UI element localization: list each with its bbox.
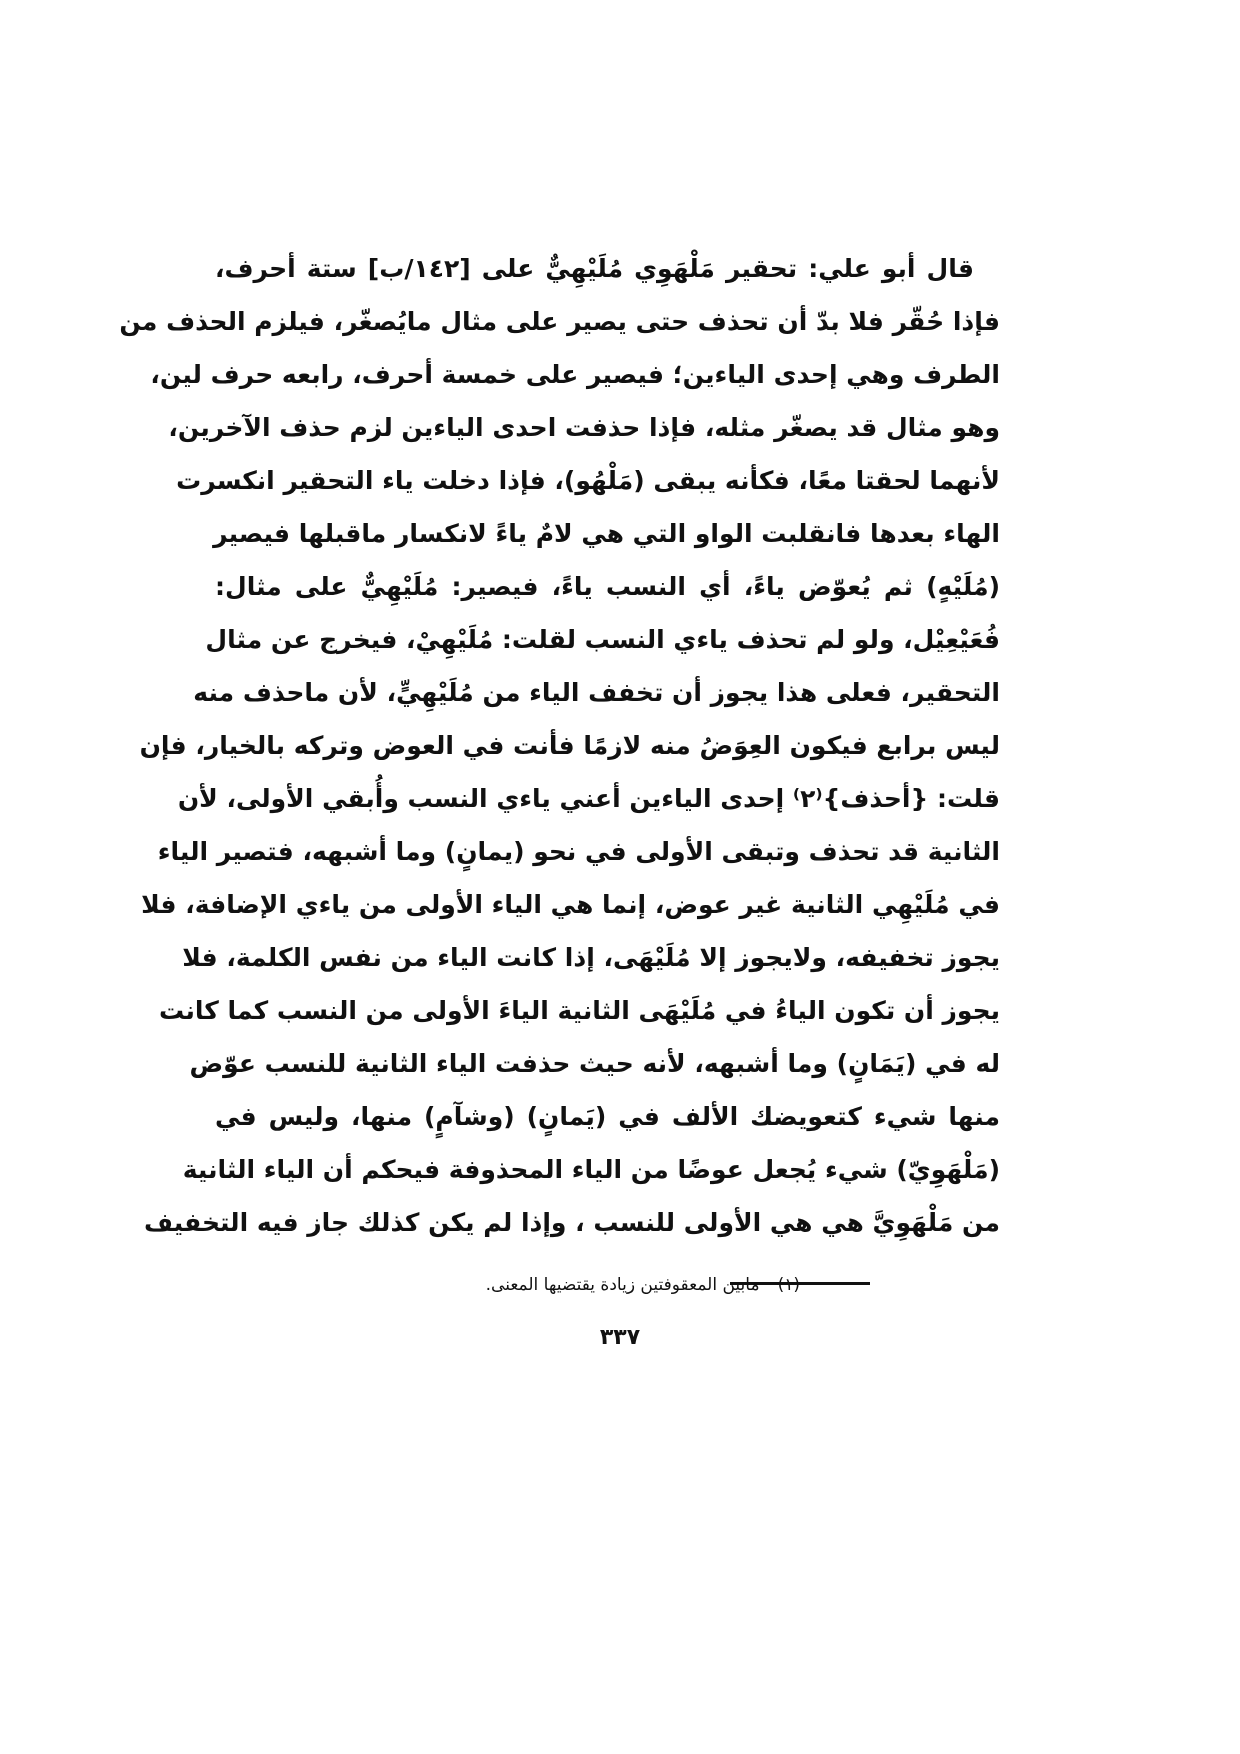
- text-line: فإذا حُقّر فلا بدّ أن تحذف حتى يصير على مثال مايُصغّر، فيلزم الحذف من: [119, 307, 1000, 336]
- text-line: (مَلْهَوِيّ) شيء يُجعل عوضًا من الياء المحذوفة فيحكم أن الياء الثانية: [182, 1155, 1000, 1184]
- text-line: الثانية قد تحذف وتبقى الأولى في نحو (يمانٍ) وما أشبهه، فتصير الياء: [157, 837, 1000, 866]
- text-line: في مُلَيْهِي الثانية غير عوض، إنما هي الياء الأولى من ياءي الإضافة، فلا: [141, 890, 1000, 919]
- text-line: يجوز أن تكون الياءُ في مُلَيْهَى الثانية الياءَ الأولى من النسب كما كانت: [159, 996, 1000, 1025]
- text-line: قال أبو علي: تحقير مَلْهَوِي مُلَيْهِيٌّ على [١٤٢/ب] ستة أحرف،: [215, 254, 974, 283]
- footnote-text: مابين المعقوفتين زيادة يقتضيها المعنى.: [485, 1275, 760, 1295]
- text-line: فُعَيْعِيْل، ولو لم تحذف ياءي النسب لقلت: مُلَيْهِيْ، فيخرج عن مثال: [205, 625, 1000, 654]
- text-line: الطرف وهي إحدى الياءين؛ فيصير على خمسة أحرف، رابعه حرف لين،: [150, 360, 1000, 389]
- text-line: لأنهما لحقتا معًا، فكأنه يبقى (مَلْهُو)، فإذا دخلت ياء التحقير انكسرت: [176, 466, 1000, 495]
- text-line: يجوز تخفيفه، ولايجوز إلا مُلَيْهَى، إذا كانت الياء من نفس الكلمة، فلا: [182, 943, 1000, 972]
- footnote-number: (١): [777, 1275, 800, 1295]
- text-line: من مَلْهَوِيَّ هي هي الأولى للنسب ، وإذا لم يكن كذلك جاز فيه التخفيف: [143, 1208, 1000, 1237]
- page-number: ٣٣٧: [599, 1325, 641, 1350]
- text-line: قلت: {أحذف}⁽٢⁾ إحدى الياءين أعني ياءي النسب وأُبقي الأولى، لأن: [177, 784, 1000, 813]
- body-text: [119, 242, 1000, 1249]
- text-line: منها شيء كتعويضك الألف في (يَمانٍ) (وشآمٍ) منها، وليس في: [215, 1102, 1000, 1131]
- text-line: (مُلَيْهٍ) ثم يُعوّض ياءً، أي النسب ياءً، فيصير: مُلَيْهِيٌّ على مثال:: [215, 572, 1000, 601]
- text-line: له في (يَمَانٍ) وما أشبهه، لأنه حيث حذفت الياء الثانية للنسب عوّض: [189, 1049, 1000, 1078]
- text-line: التحقير، فعلى هذا يجوز أن تخفف الياء من مُلَيْهِيٍّ، لأن ماحذف منه: [193, 678, 1000, 707]
- text-line: ليس برابع فيكون العِوَضُ منه لازمًا فأنت في العوض وتركه بالخيار، فإن: [139, 731, 1000, 760]
- text-line: وهو مثال قد يصغّر مثله، فإذا حذفت احدى الياءين لزم حذف الآخرين،: [168, 413, 1000, 442]
- text-line: الهاء بعدها فانقلبت الواو التي هي لامٌ ياءً لانكسار ماقبلها فيصير: [213, 519, 1000, 548]
- footnote: [486, 1270, 800, 1300]
